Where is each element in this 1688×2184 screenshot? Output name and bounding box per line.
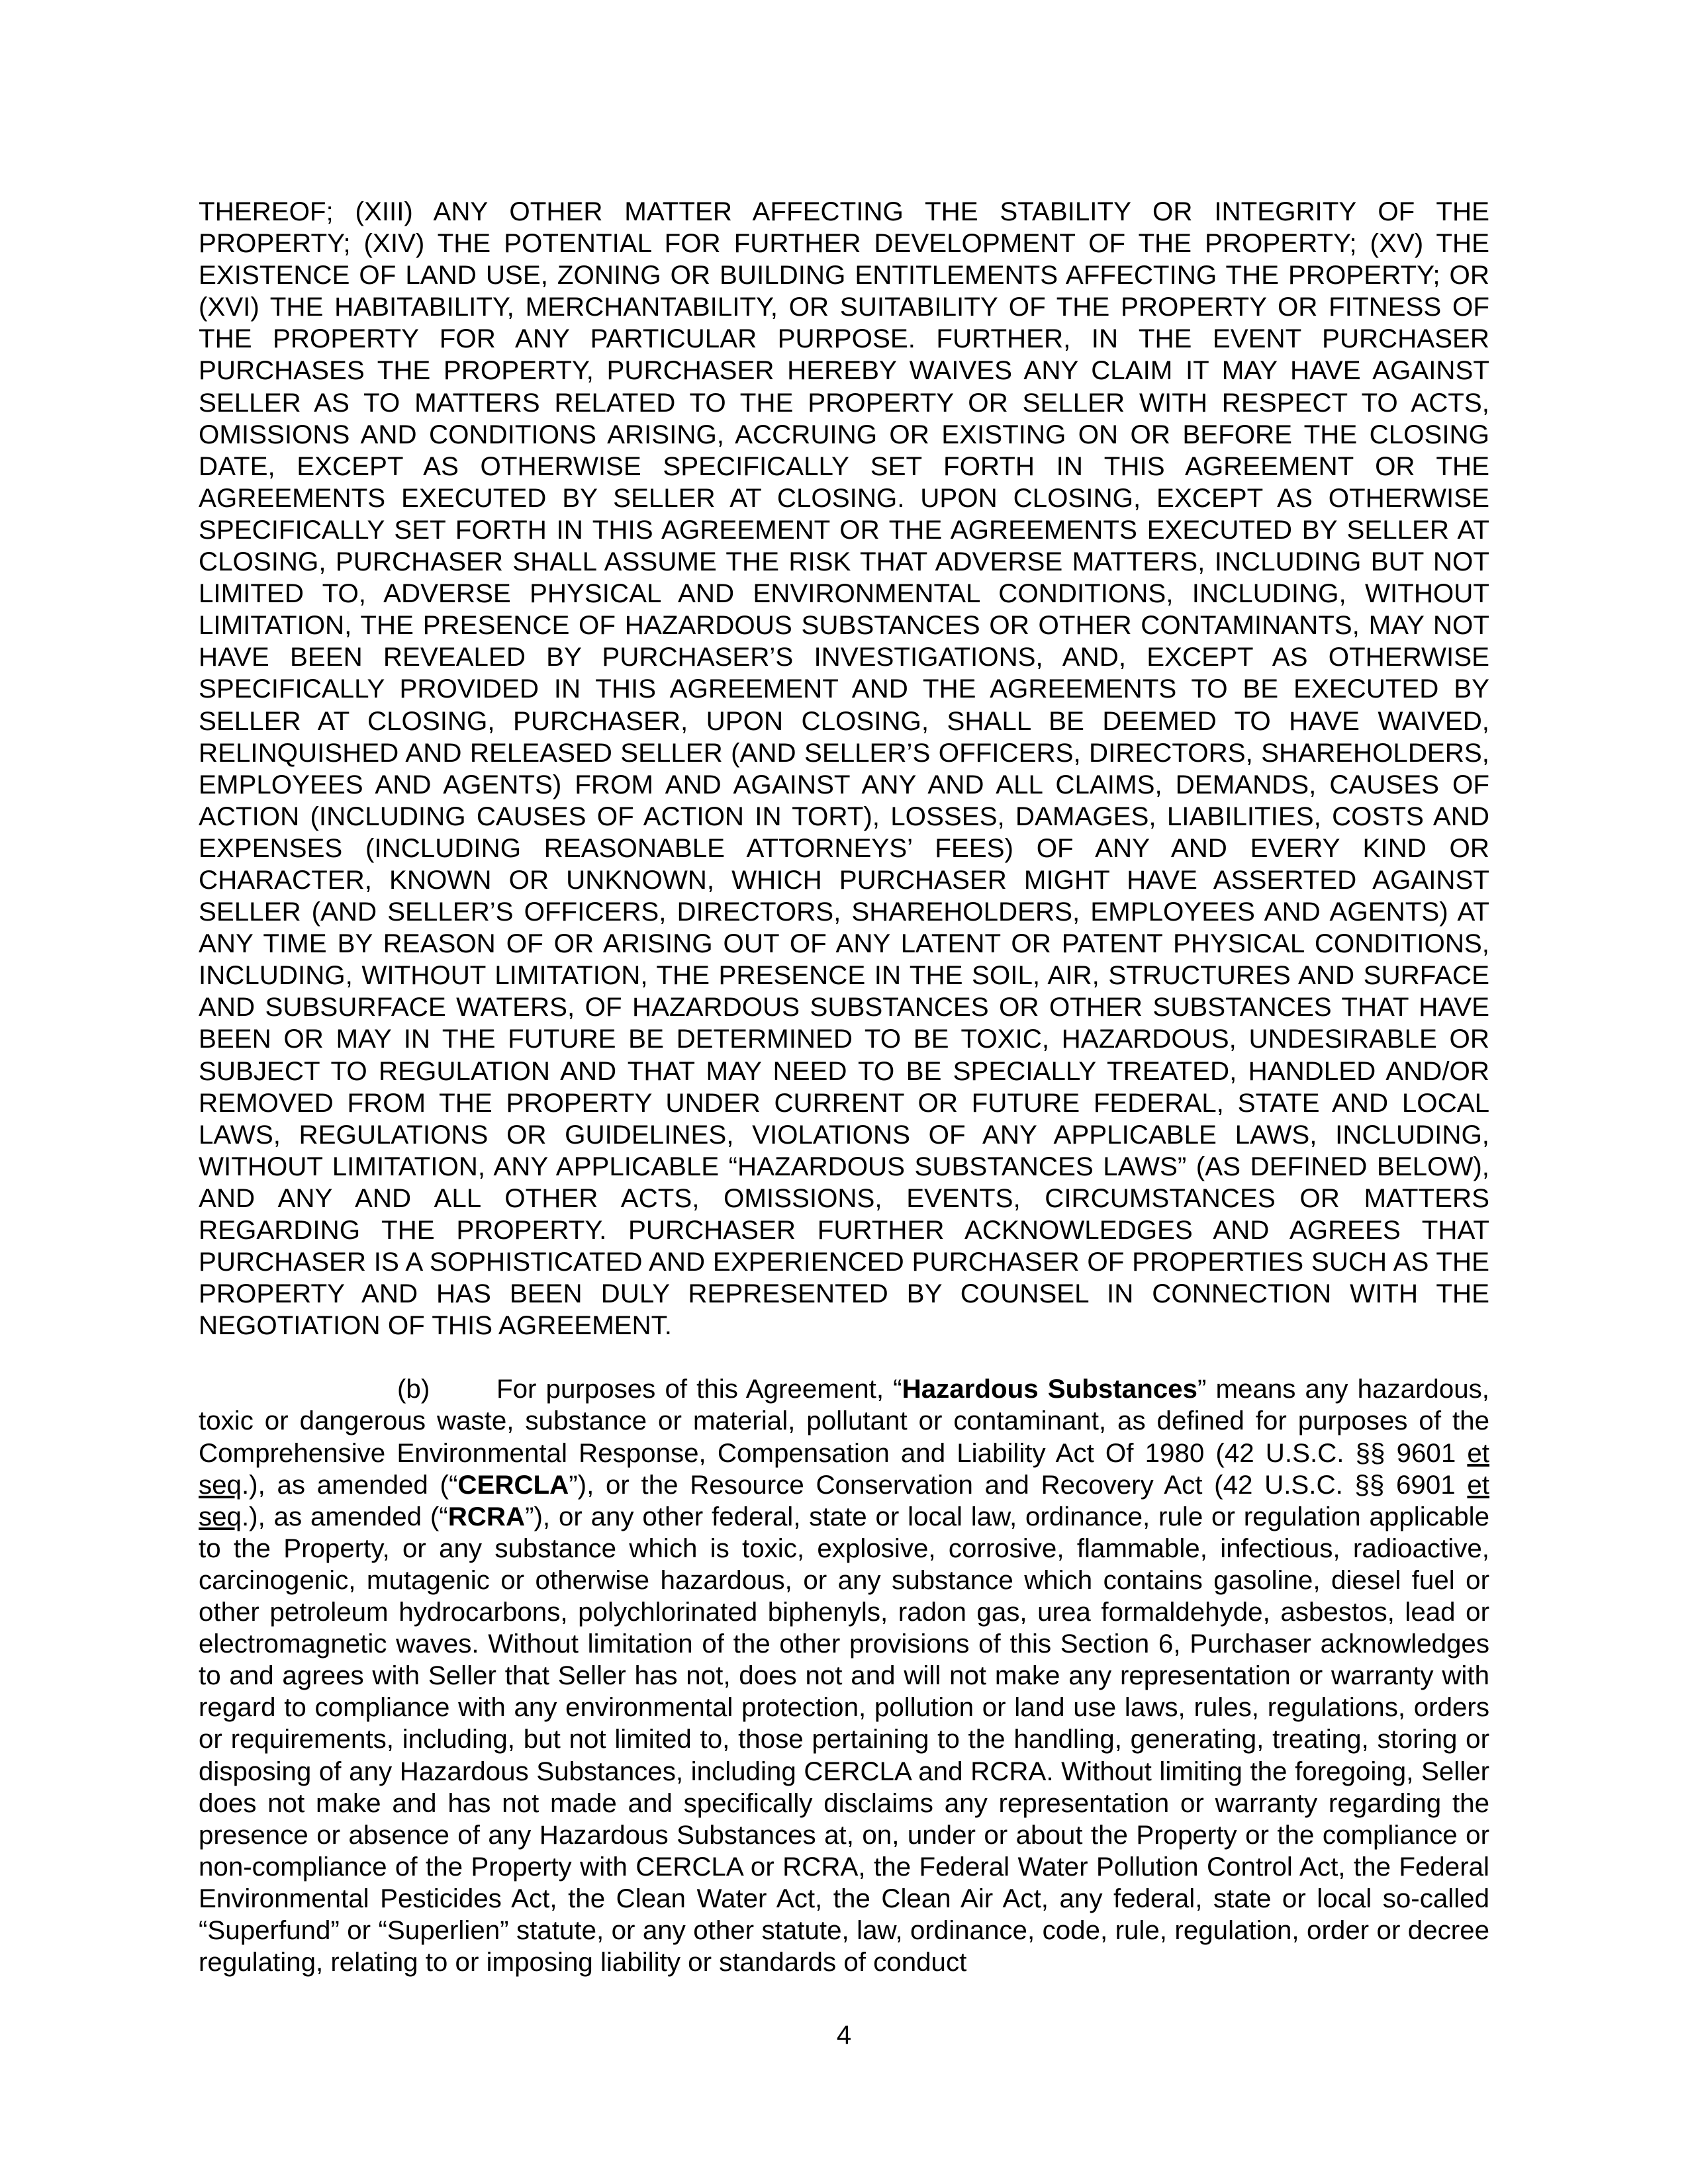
paragraph-b-text-4: ”), or the Resource Conservation and Recovery Act (42 U.S.C. §§ 6901 [569,1469,1468,1500]
document-body [199,196,1489,1978]
et-seq-cercla: et seq [199,1437,1489,1500]
paragraph-b-text-5: .), as amended (“ [241,1501,448,1531]
term-hazardous-substances: Hazardous Substances [902,1374,1197,1404]
paragraph-b [199,1373,1489,1978]
paragraph-b-text-6: ”), or any other federal, state or local law, ordinance, rule or regulation applicable to the Property, or any substance which is toxic, explosive, corrosive, flammable, infectious, radioactive, carcinogenic, mutagenic or otherwise hazardous, or any substance which contains gasoline, diesel fuel or other petroleum hydrocarbons, polychlorinated biphenyls, radon gas, urea formaldehyde, asbestos, lead or electromagnetic waves. Without limitation of the other provisions of this Section 6, Purchaser acknowledges to and agrees with Seller that Seller has not, does not and will not make any representation or warranty with regard to compliance with any environmental protection, pollution or land use laws, rules, regulations, orders or requirements, including, but not limited to, those pertaining to the handling, generating, treating, storing or disposing of any Hazardous Substances, including CERCLA and RCRA. Without limiting the foregoing, Seller does not make and has not made and specifically disclaims any representation or warranty regarding the presence or absence of any Hazardous Substances at, on, under or about the Property or the compliance or non-compliance of the Property with CERCLA or RCRA, the Federal Water Pollution Control Act, the Federal Environmental Pesticides Act, the Clean Water Act, the Clean Air Act, any federal, state or local so-called “Superfund” or “Superlien” statute, or any other statute, law, ordinance, code, rule, regulation, order or decree regulating, relating to or imposing liability or standards of conduct [199,1501,1489,1978]
paragraph-b-label: (b) [397,1374,430,1404]
paragraph-b-text-1: For purposes of this Agreement, “ [496,1374,902,1404]
paragraph-b-text-3: .), as amended (“ [241,1469,458,1500]
paragraph-a: THEREOF; (XIII) ANY OTHER MATTER AFFECTING THE STABILITY OR INTEGRITY OF THE PROPERTY; (XIV) THE POTENTIAL FOR FURTHER DEVELOPMENT OF THE PROPERTY; (XV) THE EXISTENCE OF LAND USE, ZONING OR BUILDING ENTITLEMENTS AFFECTING THE PROPERTY; OR (XVI) THE HABITABILITY, MERCHANTABILITY, OR SUITABILITY OF THE PROPERTY OR FITNESS OF THE PROPERTY FOR ANY PARTICULAR PURPOSE. FURTHER, IN THE EVENT PURCHASER PURCHASES THE PROPERTY, PURCHASER HEREBY WAIVES ANY CLAIM IT MAY HAVE AGAINST SELLER AS TO MATTERS RELATED TO THE PROPERTY OR SELLER WITH RESPECT TO ACTS, OMISSIONS AND CONDITIONS ARISING, ACCRUING OR EXISTING ON OR BEFORE THE CLOSING DATE, EXCEPT AS OTHERWISE SPECIFICALLY SET FORTH IN THIS AGREEMENT OR THE AGREEMENTS EXECUTED BY SELLER AT CLOSING. UPON CLOSING, EXCEPT AS OTHERWISE SPECIFICALLY SET FORTH IN THIS AGREEMENT OR THE AGREEMENTS EXECUTED BY SELLER AT CLOSING, PURCHASER SHALL ASSUME THE RISK THAT ADVERSE MATTERS, INCLUDING BUT NOT LIMITED TO, ADVERSE PHYSICAL AND ENVIRONMENTAL CONDITIONS, INCLUDING, WITHOUT LIMITATION, THE PRESENCE OF HAZARDOUS SUBSTANCES OR OTHER CONTAMINANTS, MAY NOT HAVE BEEN REVEALED BY PURCHASER’S INVESTIGATIONS, AND, EXCEPT AS OTHERWISE SPECIFICALLY PROVIDED IN THIS AGREEMENT AND THE AGREEMENTS TO BE EXECUTED BY SELLER AT CLOSING, PURCHASER, UPON CLOSING, SHALL BE DEEMED TO HAVE WAIVED, RELINQUISHED AND RELEASED SELLER (AND SELLER’S OFFICERS, DIRECTORS, SHAREHOLDERS, EMPLOYEES AND AGENTS) FROM AND AGAINST ANY AND ALL CLAIMS, DEMANDS, CAUSES OF ACTION (INCLUDING CAUSES OF ACTION IN TORT), LOSSES, DAMAGES, LIABILITIES, COSTS AND EXPENSES (INCLUDING REASONABLE ATTORNEYS’ FEES) OF ANY AND EVERY KIND OR CHARACTER, KNOWN OR UNKNOWN, WHICH PURCHASER MIGHT HAVE ASSERTED AGAINST SELLER (AND SELLER’S OFFICERS, DIRECTORS, SHAREHOLDERS, EMPLOYEES AND AGENTS) AT ANY TIME BY REASON OF OR ARISING OUT OF ANY LATENT OR PATENT PHYSICAL CONDITIONS, INCLUDING, WITHOUT LIMITATION, THE PRESENCE IN THE SOIL, AIR, STRUCTURES AND SURFACE AND SUBSURFACE WATERS, OF HAZARDOUS SUBSTANCES OR OTHER SUBSTANCES THAT HAVE BEEN OR MAY IN THE FUTURE BE DETERMINED TO BE TOXIC, HAZARDOUS, UNDESIRABLE OR SUBJECT TO REGULATION AND THAT MAY NEED TO BE SPECIALLY TREATED, HANDLED AND/OR REMOVED FROM THE PROPERTY UNDER CURRENT OR FUTURE FEDERAL, STATE AND LOCAL LAWS, REGULATIONS OR GUIDELINES, VIOLATIONS OF ANY APPLICABLE LAWS, INCLUDING, WITHOUT LIMITATION, ANY APPLICABLE “HAZARDOUS SUBSTANCES LAWS” (AS DEFINED BELOW), AND ANY AND ALL OTHER ACTS, OMISSIONS, EVENTS, CIRCUMSTANCES OR MATTERS REGARDING THE PROPERTY. PURCHASER FURTHER ACKNOWLEDGES AND AGREES THAT PURCHASER IS A SOPHISTICATED AND EXPERIENCED PURCHASER OF PROPERTIES SUCH AS THE PROPERTY AND HAS BEEN DULY REPRESENTED BY COUNSEL IN CONNECTION WITH THE NEGOTIATION OF THIS AGREEMENT. [199,197,1489,1341]
page-number: 4 [836,2021,852,2050]
paragraph-b-text-2: ” means any hazardous, toxic or dangerous waste, substance or material, pollutant or contaminant, as defined for purposes of the Comprehensive Environmental Response, Compensation and Liability Act Of 1980 (42 U.S.C. §§ 9601 [199,1374,1489,1468]
term-cercla: CERCLA [457,1469,569,1500]
term-rcra: RCRA [447,1501,526,1531]
et-seq-rcra: et seq [199,1469,1489,1531]
